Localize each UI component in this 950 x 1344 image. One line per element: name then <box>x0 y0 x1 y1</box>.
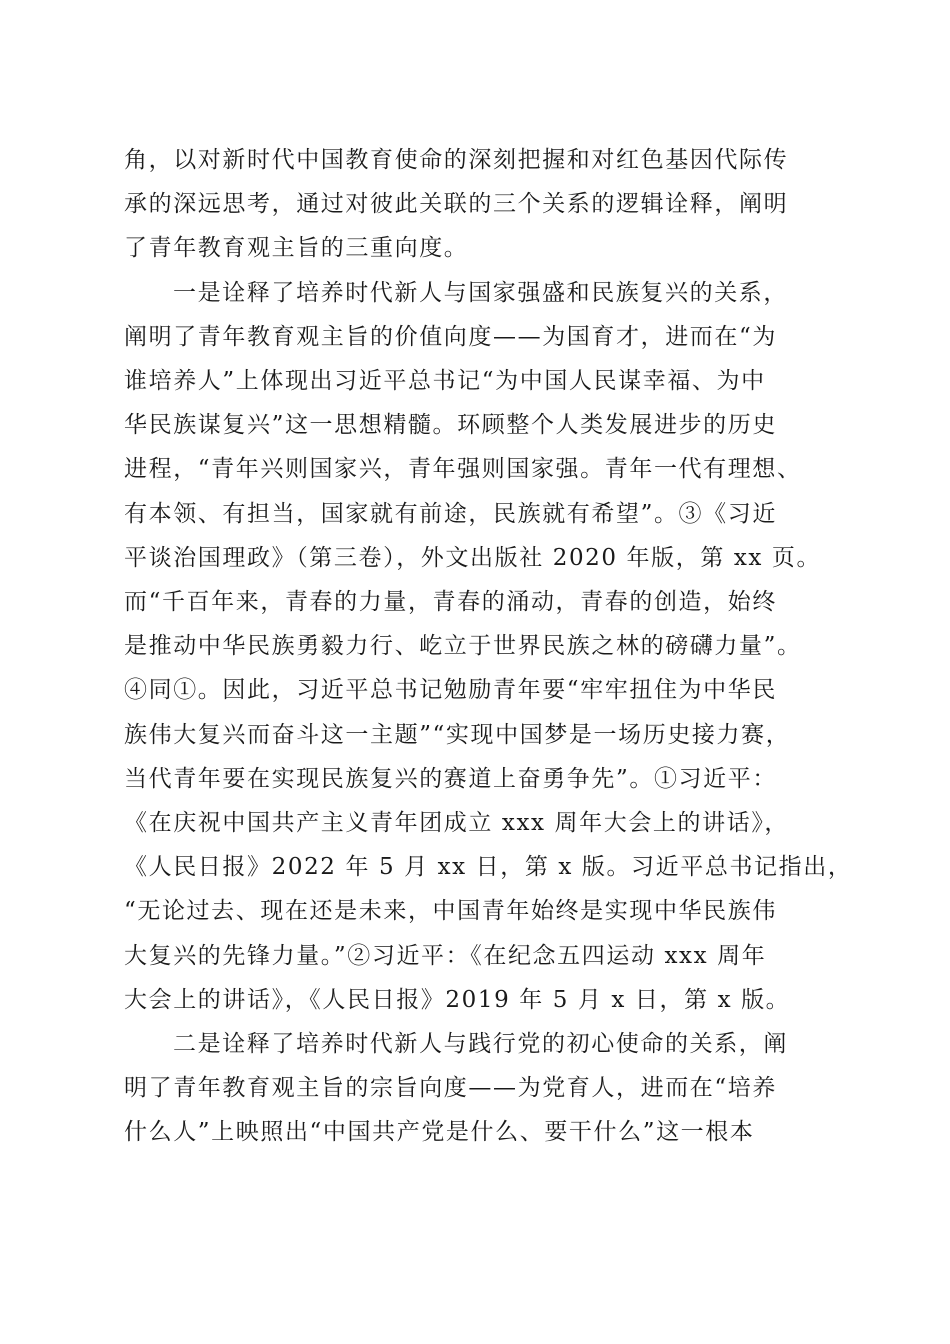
text-line: 谁培养人”上体现出习近平总书记“为中国人民谋幸福、为中 <box>124 368 766 395</box>
text-line: 《人民日报》2022 年 5 月 xx 日，第 x 版。习近平总书记指出， <box>124 854 853 881</box>
text-line: 了青年教育观主旨的三重向度。 <box>124 235 469 262</box>
text-line: 角，以对新时代中国教育使命的深刻把握和对红色基因代际传 <box>124 147 789 173</box>
text-line: 阐明了青年教育观主旨的价值向度——为国育才，进而在“为 <box>124 323 777 350</box>
text-line: 族伟大复兴而奋斗这一主题”“实现中国梦是一场历史接力赛， <box>124 721 791 748</box>
text-line: 承的深远思考，通过对彼此关联的三个关系的逻辑诠释，阐明 <box>124 191 789 218</box>
text-line: ④同①。因此，习近平总书记勉励青年要“牢牢扭住为中华民 <box>124 677 777 704</box>
text-line: 一是诠释了培养时代新人与国家强盛和民族复兴的关系， <box>173 279 788 306</box>
paragraph-3 <box>124 1022 844 1155</box>
text-line: 平谈治国理政》（第三卷），外文出版社 2020 年版，第 xx 页。 <box>124 544 822 571</box>
paragraph-2 <box>124 271 853 1022</box>
text-line: 华民族谋复兴”这一思想精髓。环顾整个人类发展进步的历史 <box>124 412 777 439</box>
document-body <box>124 138 853 1155</box>
text-line: 大会上的讲话》，《人民日报》2019 年 5 月 x 日，第 x 版。 <box>124 986 791 1013</box>
text-line: 《在庆祝中国共产主义青年团成立 xxx 周年大会上的讲话》， <box>124 810 790 837</box>
text-line: 什么人”上映照出“中国共产党是什么、要干什么”这一根本 <box>124 1119 755 1146</box>
paragraph-1 <box>124 138 844 271</box>
text-line: “无论过去、现在还是未来，中国青年始终是实现中华民族伟 <box>124 898 777 925</box>
text-line: 当代青年要在实现民族复兴的赛道上奋勇争先”。①习近平： <box>124 765 777 792</box>
text-line: 是推动中华民族勇毅力行、屹立于世界民族之林的磅礴力量”。 <box>124 633 802 660</box>
text-line: 进程，“青年兴则国家兴，青年强则国家强。青年一代有理想、 <box>124 456 802 483</box>
text-line: 二是诠释了培养时代新人与践行党的初心使命的关系，阐 <box>173 1031 788 1058</box>
text-line: 而“千百年来，青春的力量，青春的涌动，青春的创造，始终 <box>124 589 777 616</box>
text-line: 明了青年教育观主旨的宗旨向度——为党育人，进而在“培养 <box>124 1075 777 1102</box>
text-line: 有本领、有担当，国家就有前途，民族就有希望”。③《习近 <box>124 500 777 527</box>
text-line: 大复兴的先锋力量。”②习近平：《在纪念五四运动 xxx 周年 <box>124 942 767 969</box>
